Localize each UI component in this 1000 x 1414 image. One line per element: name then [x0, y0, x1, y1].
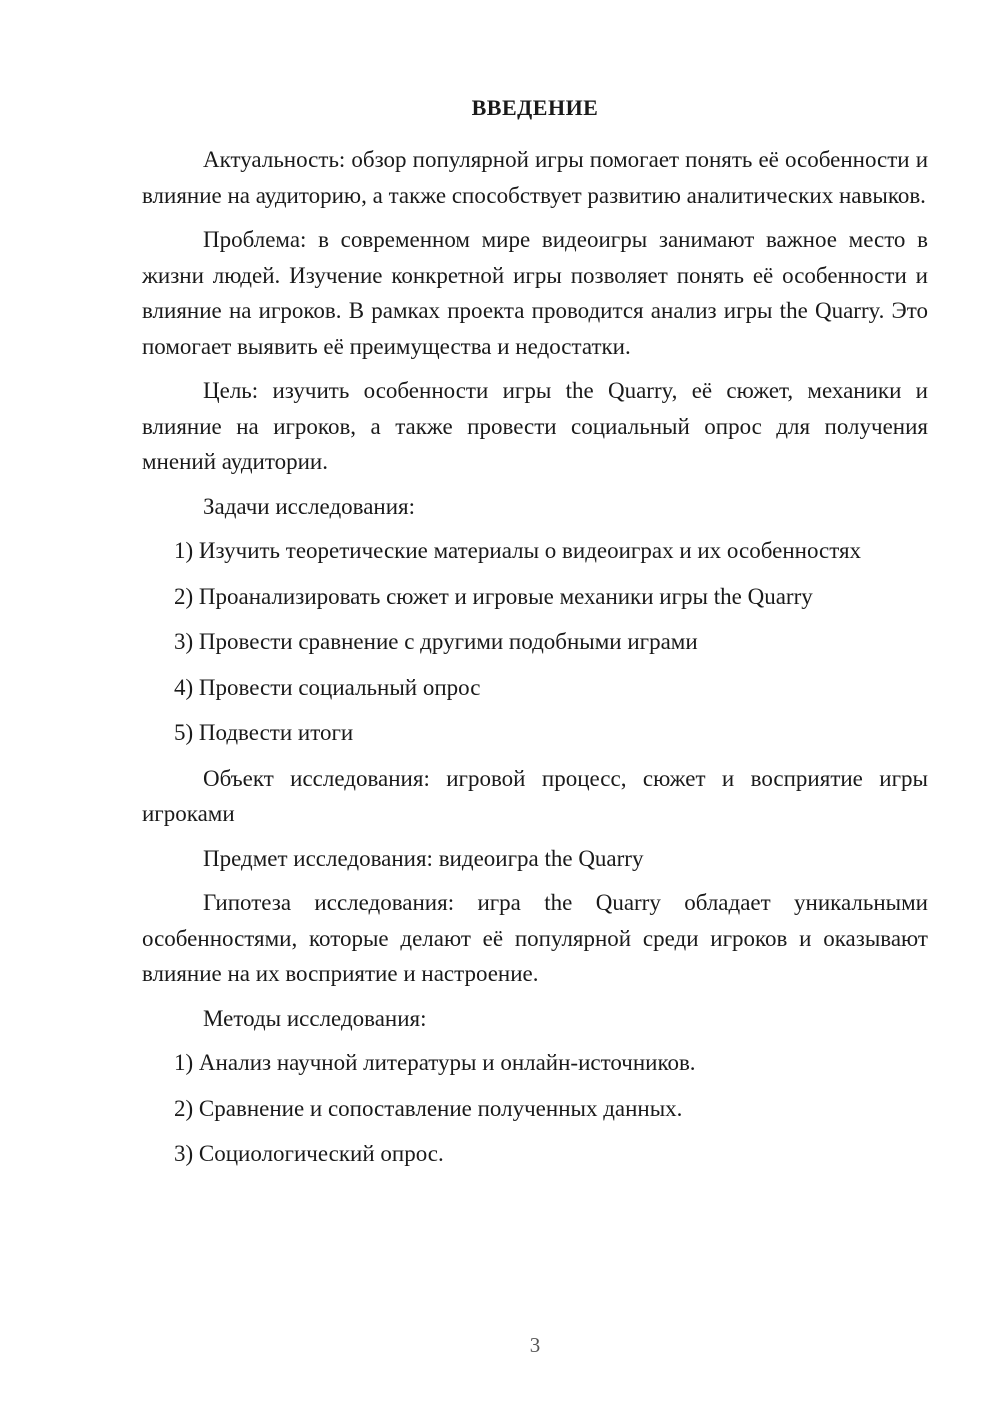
- methods-heading: Методы исследования:: [203, 1005, 427, 1031]
- method-item: 2) Сравнение и сопоставление полученных данных.: [174, 1095, 683, 1121]
- section-title: ВВЕДЕНИЕ: [471, 95, 599, 120]
- goal-paragraph: Цель: изучить особенности игры the Quarry, её сюжет, механики и влияние на игроков, а также провести социальный опрос для получения мнений аудитории.: [142, 378, 928, 474]
- subject-paragraph: Предмет исследования: видеоигра the Quarry: [203, 845, 644, 871]
- methods-list: [142, 1045, 928, 1172]
- task-item: 3) Провести сравнение с другими подобными играми: [174, 629, 698, 654]
- tasks-heading: Задачи исследования:: [203, 493, 416, 519]
- tasks-list: [142, 533, 928, 751]
- relevance-paragraph: Актуальность: обзор популярной игры помогает понять её особенности и влияние на аудиторию, а также способствует развитию аналитических навыков.: [142, 147, 928, 208]
- method-item: 3) Социологический опрос.: [174, 1141, 444, 1166]
- page-number: 3: [529, 1333, 541, 1357]
- document-body: [142, 142, 928, 1182]
- task-item: 4) Провести социальный опрос: [174, 674, 481, 700]
- method-item: 1) Анализ научной литературы и онлайн-источников.: [174, 1050, 696, 1075]
- problem-paragraph: Проблема: в современном мире видеоигры занимают важное место в жизни людей. Изучение конкретной игры позволяет понять её особенности и влияние на игроков. В рамках проекта проводится анализ игры the Quarry. Это помогает выявить её преимущества и недостатки.: [142, 227, 928, 359]
- task-item: 5) Подвести итоги: [174, 720, 354, 745]
- task-item: 1) Изучить теоретические материалы о видеоиграх и их особенностях: [174, 538, 862, 563]
- task-item: 2) Проанализировать сюжет и игровые механики игры the Quarry: [174, 583, 813, 609]
- hypothesis-paragraph: Гипотеза исследования: игра the Quarry обладает уникальными особенностями, которые делают её популярной среди игроков и оказывают влияние на их восприятие и настроение.: [142, 890, 928, 986]
- object-paragraph: Объект исследования: игровой процесс, сюжет и восприятие игры игроками: [142, 765, 928, 826]
